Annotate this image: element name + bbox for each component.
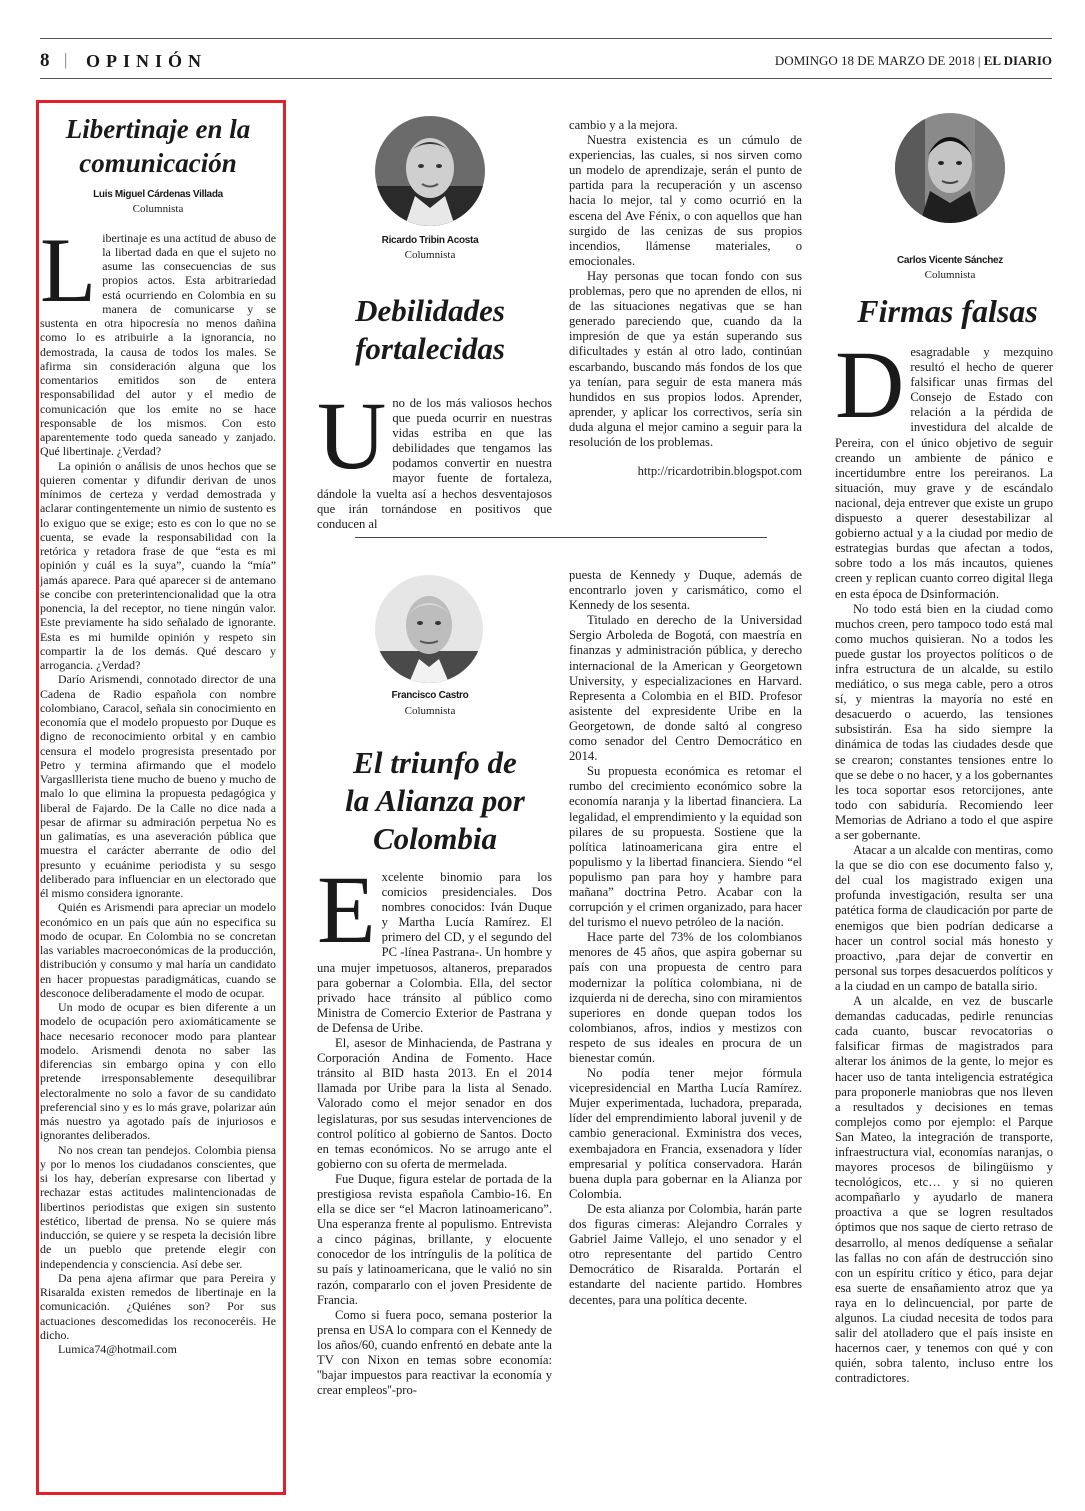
- article-paragraph: cambio y a la mejora.: [569, 118, 678, 132]
- article-paragraph: Excelente binomio para los comicios presidenciales. Dos nombres conocidos: Iván Duque y Martha Lucía Ramírez. El primero del CD, y el segundo del PC -línea Pastrana-. Un hombre y una mujer impetuosos, altaneros, preparados para gobernar a Colombia. Ella, del sector privado hace tránsito al público como Ministra de Comercio Exterior de Pastrana y de Defensa de Uribe.: [317, 856, 552, 1035]
- author-name: Luis Miguel Cárdenas Villada: [93, 189, 223, 200]
- article-paragraph: A un alcalde, en vez de buscarle demandas caducadas, pedirle renuncias cada cuanto, buscar revocatorias o falsificar firmas de magistrados para alterar los ánimos de la gente, lo mejor es hacer uso de tanta inteligencia estratégica para proponerle maniobras que nos lleven a resultados y decisiones en temas complejos como por ejemplo: el Parque San Mateo, la integración de transporte, infraestructura vial, economías naranjas, o mayores procesos de bilingüismo y tecnológicos, etc… y si no quieren acompañarlo y ayudarlo de manera proactiva a que se logren resultados óptimos que nos saque de cierto retraso de desarrollo, al menos dedíquense a señalar las fallas no con afán de destrucción sino con un espíritu crítico y ético, para dejar esa suerte de ensañamiento atroz que ya raya en lo delincuencial, por parte de algunos. La ciudad necesita de todos para salir del atolladero que el país insiste en hacernos caer, y tenemos con qué y con quién, sobra talento, incluso entre los contradictores.: [835, 994, 1053, 1386]
- article-paragraph: No nos crean tan pendejos. Colombia piensa y por lo menos los ciudadanos conscientes, que si los hay, deberían expresarse con libertad y rechazar estas actitudes malintencionadas de libertinos periodistas que exigen sin sustento estético, libertad de prensa. No se quiere más inducción, se quiere y se respeta la decisión libre de un pueblo que pretende elegir con independencia y consciencia. Así debe ser.: [40, 1142, 276, 1271]
- author-role: Columnista: [404, 705, 456, 717]
- article-title: Firmas falsas: [857, 293, 1038, 329]
- header-bottom-rule: [40, 78, 1052, 79]
- issue-date: DOMINGO 18 DE MARZO DE 2018 |: [774, 53, 981, 68]
- header-separator: |: [64, 50, 68, 69]
- article-title: Debilidades fortalecidas: [355, 293, 505, 366]
- article-paragraph: Atacar a un alcalde con mentiras, como la que se dio con ese documento falso y, del cual los magistrado exigen una profunda investigación, resulta ser una patética forma de claudicación por parte de enemigos que bien podrían dedicarse a hacer un control social más honesto y proactivo, ,para dejar de convertir en personal sus torpes desacuerdos políticos y a la ciudad en un campo de batalla sirio.: [835, 843, 1053, 993]
- article-paragraph: Quién es Arismendi para apreciar un modelo económico en un país que aún no especifica su modo de ocupar. En Colombia no se concretan las variables macroeconómicas de la producción, distribución y consumo y mal haría un candidato en hacer propuestas paradigmáticas, cuando se desconoce deliberadamente el modo de ocupar.: [40, 900, 276, 1000]
- author-photo-sanchez: [895, 113, 1005, 223]
- drop-cap: U: [317, 382, 387, 489]
- article-paragraph: Uno de los más valiosos hechos que pueda ocurrir en nuestras vidas estriba en que las debilidades que tengamos las podamos convertir en nuestra mayor fuente de fortaleza, dándole la vuelta así a hechos desventajosos que irán tornándose en positivos que conducen al: [317, 382, 552, 531]
- author-role: Columnista: [404, 249, 456, 261]
- author-role: Columnista: [132, 203, 184, 216]
- article-paragraph: Hace parte del 73% de los colombianos menores de 45 años, que aspira gobernar su país con una propuesta de centro para modernizar la política colombiana, ni de izquierda ni de derecha, sino con miramientos superiores en donde quepan todos los colombianos, afros, indios y mestizos con respeto de sus ideales en procura de un bienestar común.: [569, 930, 802, 1065]
- section-name: OPINIÓN: [86, 51, 208, 71]
- article-paragraph: El, asesor de Minhacienda, de Pastrana y Corporación Andina de Fomento. Hace tránsito al BID hasta 2013. En el 2014 llamada por Uribe para la lista al Senado. Valorado como el mejor senador en dos legislaturas, por sus sesudas intervenciones de control político al gobierno de Santos. Docto en temas económicos. No se arrugo ante el gobierno con su oferta de mermelada.: [317, 1036, 552, 1171]
- article-paragraph: Desagradable y mezquino resultó el hecho de querer falsificar unas firmas del Consejo de Estado con relación a la pérdida de investidura del alcalde de Pereira, con el único objetivo de seguir creando un ambiente de pánico e incertidumbre entre los pereiranos. La situación, muy grave y de escándalo nacional, deja entrever que existe un grupo dispuesto a querer desestabilizar al gobierno actual y a la ciudad por medio de estrategias burdas que afectan a todos, sobre todo a los más incautos, quienes creen y replican cuanto correo digital llega en esta época de Dsinformación.: [835, 331, 1053, 601]
- drop-cap: D: [835, 331, 905, 438]
- article-paragraph: No podía tener mejor fórmula vicepresidencial en Martha Lucía Ramírez. Mujer experimentada, luchadora, preparada, líder del emprendimiento laboral juvenil y de cambio generacional. Exministra dos veces, exembajadora en Francia, exsenadora y líder empresarial y política conservadora. Harán buena dupla para gobernar en la Alianza por Colombia.: [569, 1066, 802, 1201]
- article-triunfo-right: [569, 568, 802, 1308]
- article-title: El triunfo de la Alianza por Colombia: [345, 745, 525, 856]
- article-paragraph: Darío Arismendi, connotado director de una Cadena de Radio española con nombre colombiano, Caracol, señala sin conocimiento en economía que el modelo propuesto por Duque es digno de reconocimiento orbital y en cambio censura el modelo progresista presentado por Petro y termina afirmando que el modelo Vargaslllerista tiene mucho de bueno y mucho de malo lo que elimina la propuesta pedagógica y liberal de Fajardo. De la Calle no dice nada a pesar de afirmar su admiración perpetua No es un galimatías, es una aseveración pública que muestra el carácter aberrante de odio del presunto y ecuánime periodista y su sesgo deliberado para influenciar en un electorado que él mismo considera ignorante.: [40, 672, 276, 900]
- article-paragraph: Su propuesta económica es retomar el rumbo del crecimiento económico sobre la economía naranja y la libertad financiera. La legalidad, el emprendimiento y la equidad son pilares de su propuesta. Sostiene que la política latinoamericana gira entre el populismo y la libertad financiera. Siendo “el populismo pan para hoy y hambre para mañana” doctrina Petro. Acabar con la corrupción y el crimen organizado, para hacer del turismo el nuevo petróleo de la nación.: [569, 764, 802, 930]
- article-triunfo-left: [317, 856, 552, 1398]
- article-title: Libertinaje en la comunicación: [65, 114, 251, 178]
- article-debilidades-right: [569, 118, 802, 479]
- author-name: Ricardo Tribin Acosta: [381, 235, 479, 246]
- article-paragraph: Da pena ajena afirmar que para Pereira y Risaralda existen remedos de libertinaje en la comunicación. ¿Quiénes son? Por sus actuaciones descomedidas los reconoceréis. He dicho.: [40, 1270, 276, 1342]
- article-paragraph: De esta alianza por Colombia, harán parte dos figuras cimeras: Alejandro Corrales y Gabriel Jaime Vallejo, el uno senador y el otro representante del partido Centro Democrático de Risaralda. Portarán el estandarte del naciente partido. Hombres decentes, para una política decente.: [569, 1201, 802, 1307]
- author-email: Lumica74@hotmail.com: [58, 1342, 177, 1356]
- article-firmas: [835, 331, 1053, 1386]
- paper-name: EL DIARIO: [983, 53, 1052, 68]
- author-name: Carlos Vicente Sánchez: [896, 255, 1004, 266]
- page-number: 8: [40, 50, 50, 71]
- article-libertinaje: [40, 112, 276, 1356]
- article-debilidades-left: [317, 382, 552, 532]
- article-paragraph: Como si fuera poco, semana posterior la prensa en USA lo compara con el Kennedy de los años/60, cuando enfrentó en debate ante la TV con Nixon en temas sobre economía: ''bajar impuestos para reactivar la economía y crear empleos''-pro-: [317, 1307, 552, 1398]
- article-paragraph: puesta de Kennedy y Duque, además de encontrarlo joven y carismático, como el Kennedy de los sesenta.: [569, 568, 802, 613]
- author-photo-tribin: [375, 116, 485, 226]
- drop-cap: E: [317, 856, 376, 963]
- article-paragraph: Nuestra existencia es un cúmulo de experiencias, las cuales, si nos sirven como un modelo de aprendizaje, serán el punto de partida para la recuperación y un ascenso hacia lo mejor, tal y como ocurrió en la escena del Ave Fénix, o con aquellos que han surgido de las cenizas de sus propios incendios, llámense materiales, o emocionales.: [569, 133, 802, 268]
- drop-cap: L: [40, 218, 97, 321]
- article-paragraph: Un modo de ocupar es bien diferente a un modelo de ocupación pero axiomáticamente se hace necesario reconocer modo para plantear modelo. Arismendi denota no saber las diferencias sin embargo opina y con ello pretende irresponsablemente desequilibrar electoralmente no solo a favor de su candidato preferencial sino y es lo más grave, polarizar aún más nuestro ya agotado país de injuriosos e ignorantes deliberados.: [40, 1000, 276, 1143]
- article-paragraph: La opinión o análisis de unos hechos que se quieren comentar y difundir derivan de unos mínimos de certeza y verdad demostrada y aclarar contingentemente un nimio de sustento es lo exiguo que se exige; esto es con lo que no se cuenta, se evade la responsabilidad con la retórica y retadora frase de que “esta es mi opinión y cuál es la suya”, cuando la “mía” jamás aparece. Para qué aparecer si de antemano se concibe con preterintencionalidad que la otra ponencia, la del receptor, no tiene ningún valor. Este previamente ha sido señalado de ignorante. Esta es mi humilde opinión y respeto sin compartir la de los demás. Qué descaro y arrogancia. ¿Verdad?: [40, 458, 276, 672]
- author-role: Columnista: [924, 269, 976, 281]
- article-paragraph: Hay personas que tocan fondo con sus problemas, pero que no aprenden de ellos, ni de las situaciones negativas que se han generado pareciendo que, cuando da la impresión de que ya están superando sus dificultades y están al otro lado, continúan escarbando, buscando más fondos de los que ya tenían, para seguir de esta manera más hundidos en sus propios lodos. Aprender, aprender, y aplicar los correctivos, sería sin duda alguna el mejor camino a seguir para la resolución de los problemas.: [569, 268, 802, 449]
- dateline: [775, 53, 1052, 69]
- author-photo-castro: [375, 575, 483, 683]
- author-name: Francisco Castro: [391, 690, 469, 701]
- article-divider: [355, 537, 767, 538]
- author-blog-url: http://ricardotribin.blogspot.com: [637, 464, 802, 479]
- page-header: [40, 38, 1052, 78]
- article-paragraph: Titulado en derecho de la Universidad Sergio Arboleda de Bogotá, con maestría en finanzas y administración pública, y derecho internacional de la American y Georgetown University, y especializaciones en Harvard. Representa a Colombia en el BID. Profesor asistente del expresidente Uribe en la Georgetown, de donde saltó al congreso como senador del Centro Democrático en 2014.: [569, 613, 802, 764]
- article-paragraph: Fue Duque, figura estelar de portada de la prestigiosa revista española Cambio-16. En ella se dice ser “el Macron latinoamericano”. Una esperanza frente al populismo. Entrevista a cinco páginas, brillante, y elocuente conocedor de los intríngulis de la política de su país y latinoamericana, que le valió no sin razón, compararlo con el joven Presidente de Francia.: [317, 1171, 552, 1307]
- header-top-rule: [40, 38, 1052, 39]
- article-paragraph: No todo está bien en la ciudad como muchos creen, pero tampoco todo está mal como muchos quisieran. No a todos les puede gustar los proyectos políticos o de infra estructura de un alcalde, su estilo mediático, o sus mega cable, pero a otros sí, y mientras la mayoría no esté en desacuerdo o acuerdo, las tensiones subsistirán. Esa ha sido siempre la dinámica de todas las ciudades desde que se crearon; constantes tensiones entre lo que se debe o no hacer, y a los gobernantes les toca soportar esos retorcijones, ante todo con sabiduría. Recomiendo leer Memorias de Adriano a todo el que aspire a ser gobernante.: [835, 601, 1053, 842]
- article-paragraph: Libertinaje es una actitud de abuso de la libertad dada en que el sujeto no asume las consecuencias de sus propios actos. Esta arbitrariedad está ocurriendo en Colombia en su manera de comunicarse y se sustenta en otra hipocresía no menos dañina como lo es atribuirle a la ignorancia, no demostrada, la causa de todos los males. Se afirma sin consideración alguna que los comentarios emitidos son de entera responsabilidad del autor y el medio de comunicación que los emite no se hace responsable de los mismos. Con esto aparentemente todo queda saneado y zanjado. Qué libertinaje. ¿Verdad?: [40, 218, 276, 459]
